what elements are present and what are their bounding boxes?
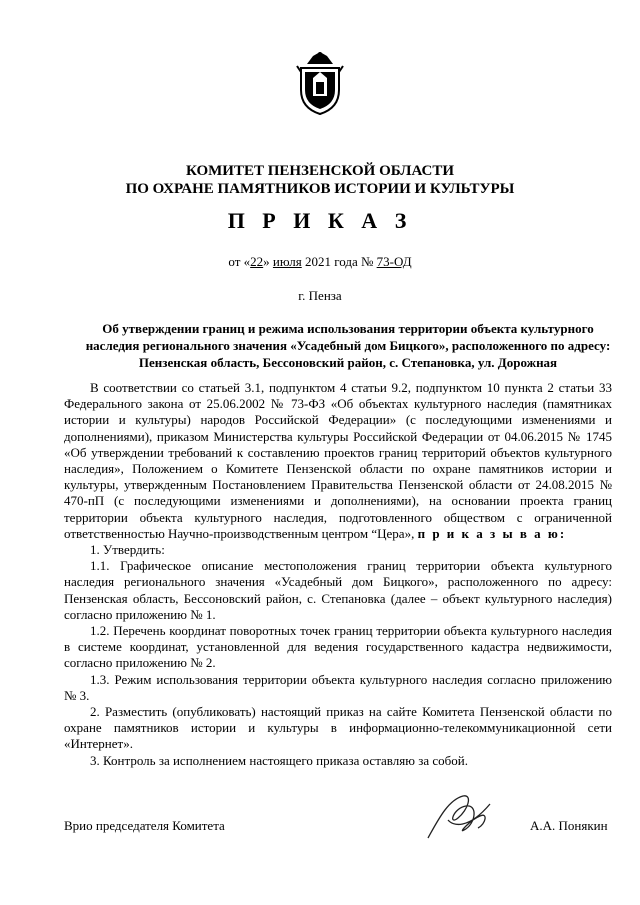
date-day: 22 xyxy=(250,254,264,269)
org-name-line2: ПО ОХРАНЕ ПАМЯТНИКОВ ИСТОРИИ И КУЛЬТУРЫ xyxy=(125,181,515,197)
city: г. Пенза xyxy=(298,288,342,303)
handwritten-signature-icon xyxy=(418,790,498,845)
item-1: 1. Утвердить: xyxy=(90,542,165,558)
signatory-name: А.А. Понякин xyxy=(530,818,608,833)
order-subject: Об утверждении границ и режима использования территории объекта культурного наследия регионального значения «Усадебный дом Бицкого», расположенного по адресу: Пензенская область, Бессоновский район, с. Степановка, ул. Дорожная xyxy=(85,321,611,370)
item-1-1: 1.1. Графическое описание местоположения границ территории объекта культурного наследия регионального значения «Усадебный дом Бицкого», расположенного по адресу: Пензенская область, Бессоновский район, с. Степановка (далее – объект культурного наследия) согласно приложению № 1. xyxy=(64,558,612,622)
item-1-3: 1.3. Режим использования территории объекта культурного наследия согласно приложению № 3. xyxy=(64,671,612,703)
item-3: 3. Контроль за исполнением настоящего приказа оставляю за собой. xyxy=(90,752,468,768)
intro-paragraph: В соответствии со статьей 3.1, подпунктом 4 статьи 9.2, подпунктом 10 пункта 2 статьи 33 Федерального закона от 25.06.2002 № 73-ФЗ «Об объектах культурного наследия (памятниках истории и культуры) народов Российской Федерации» (с последующими изменениями и дополнениями), приказом Министерства культуры Российской Федерации от 04.06.2015 № 1745 «Об утверждении требований к составлению проектов границ территорий объектов культурного наследия», Положением о Комитете Пензенской области по охране памятников истории и культуры, утвержденным Постановлением Правительства Пензенской области от 24.08.2015 № 470-пП (с последующими изменениями и дополнениями), на основании проекта границ территории объекта культурного наследия, подготовленного обществом с ограниченной ответственностью Научно-производственным центром “Цера», п р и к а з ы в а ю: xyxy=(64,380,612,541)
order-word: п р и к а з ы в а ю: xyxy=(417,525,567,541)
item-2: 2. Разместить (опубликовать) настоящий приказ на сайте Комитета Пензенской области по охране памятников истории и культуры в информационно-телекоммуникационной сети «Интернет». xyxy=(64,704,612,752)
coat-of-arms-icon xyxy=(293,50,347,116)
date-month: июля xyxy=(272,254,302,269)
item-1-2: 1.2. Перечень координат поворотных точек границ территории объекта культурного наследия в системе координат, установленной для ведения государственного кадастра недвижимости, согласно приложению № 2. xyxy=(64,623,612,671)
signatory-position: Врио председателя Комитета xyxy=(64,818,225,833)
date-line: от «22» июля 2021 года № 73-ОД xyxy=(228,254,412,269)
org-name-line1: КОМИТЕТ ПЕНЗЕНСКОЙ ОБЛАСТИ xyxy=(185,163,455,179)
document-type: П Р И К А З xyxy=(227,208,413,233)
order-number: 73-ОД xyxy=(376,254,412,269)
order-body xyxy=(64,380,612,769)
